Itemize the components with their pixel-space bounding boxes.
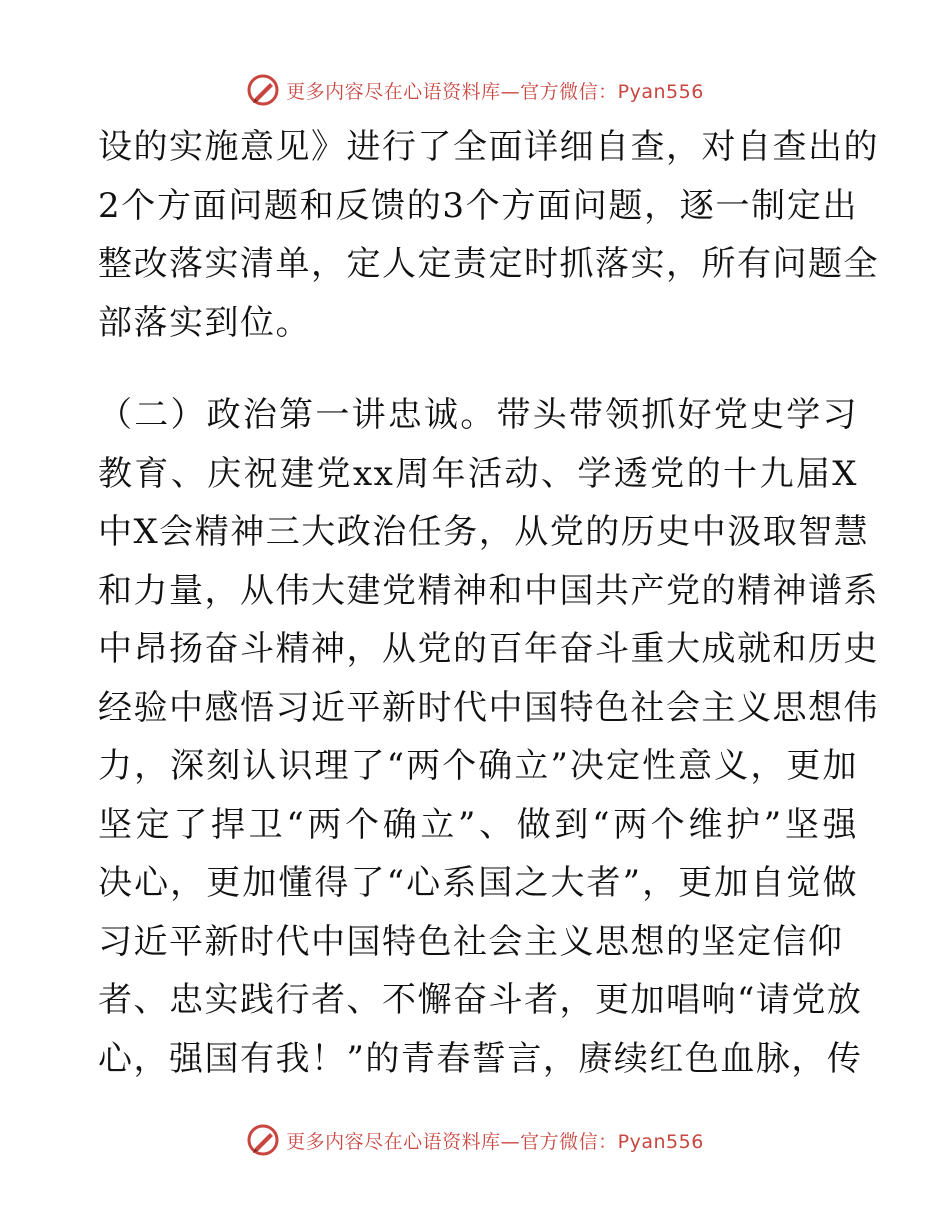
paragraph-2: [98, 386, 879, 1088]
watermark-text: 更多内容尽在心语资料库—官方微信：Pyan556: [286, 80, 704, 103]
text-line: 习近平新时代中国特色社会主义思想的坚定信仰: [98, 921, 844, 962]
text-line: 2个方面问题和反馈的3个方面问题，逐一制定出: [98, 185, 858, 226]
text-line: 心，强国有我！”的青春誓言，赓续红色血脉，传: [98, 1038, 863, 1079]
text-line: 教育、庆祝建党xx周年活动、学透党的十九届X: [98, 453, 858, 494]
paragraph-1: [98, 118, 879, 352]
document-body: [98, 118, 879, 1088]
text-line: 设的实施意见》进行了全面详细自查，对自查出的: [98, 127, 879, 167]
text-line: 中X会精神三大政治任务，从党的历史中汲取智慧: [98, 512, 870, 552]
pen-logo-icon: [246, 73, 280, 107]
watermark-text: 更多内容尽在心语资料库—官方微信：Pyan556: [286, 1130, 704, 1153]
text-line: 和力量，从伟大建党精神和中国共产党的精神谱系: [98, 570, 879, 611]
text-line: 者、忠实践行者、不懈奋斗者，更加唱响“请党放: [98, 980, 863, 1020]
text-line: 坚定了捍卫“两个确立”、做到“两个维护”坚强: [98, 804, 858, 845]
text-line: （二）政治第一讲忠诚。带头带领抓好党史学习: [98, 395, 858, 435]
pen-logo-icon: [246, 1123, 280, 1157]
paragraph-gap: [98, 352, 858, 386]
text-line: 部落实到位。: [98, 302, 311, 343]
header-watermark: [0, 72, 950, 108]
text-line: 决心，更加懂得了“心系国之大者”，更加自觉做: [98, 863, 858, 903]
text-line: 力，深刻认识理了“两个确立”决定性意义，更加: [98, 746, 858, 786]
text-line: 中昂扬奋斗精神，从党的百年奋斗重大成就和历史: [98, 629, 879, 669]
text-line: 整改落实清单，定人定责定时抓落实，所有问题全: [98, 244, 879, 284]
text-line: 经验中感悟习近平新时代中国特色社会主义思想伟: [98, 687, 879, 728]
footer-watermark: [0, 1122, 950, 1158]
